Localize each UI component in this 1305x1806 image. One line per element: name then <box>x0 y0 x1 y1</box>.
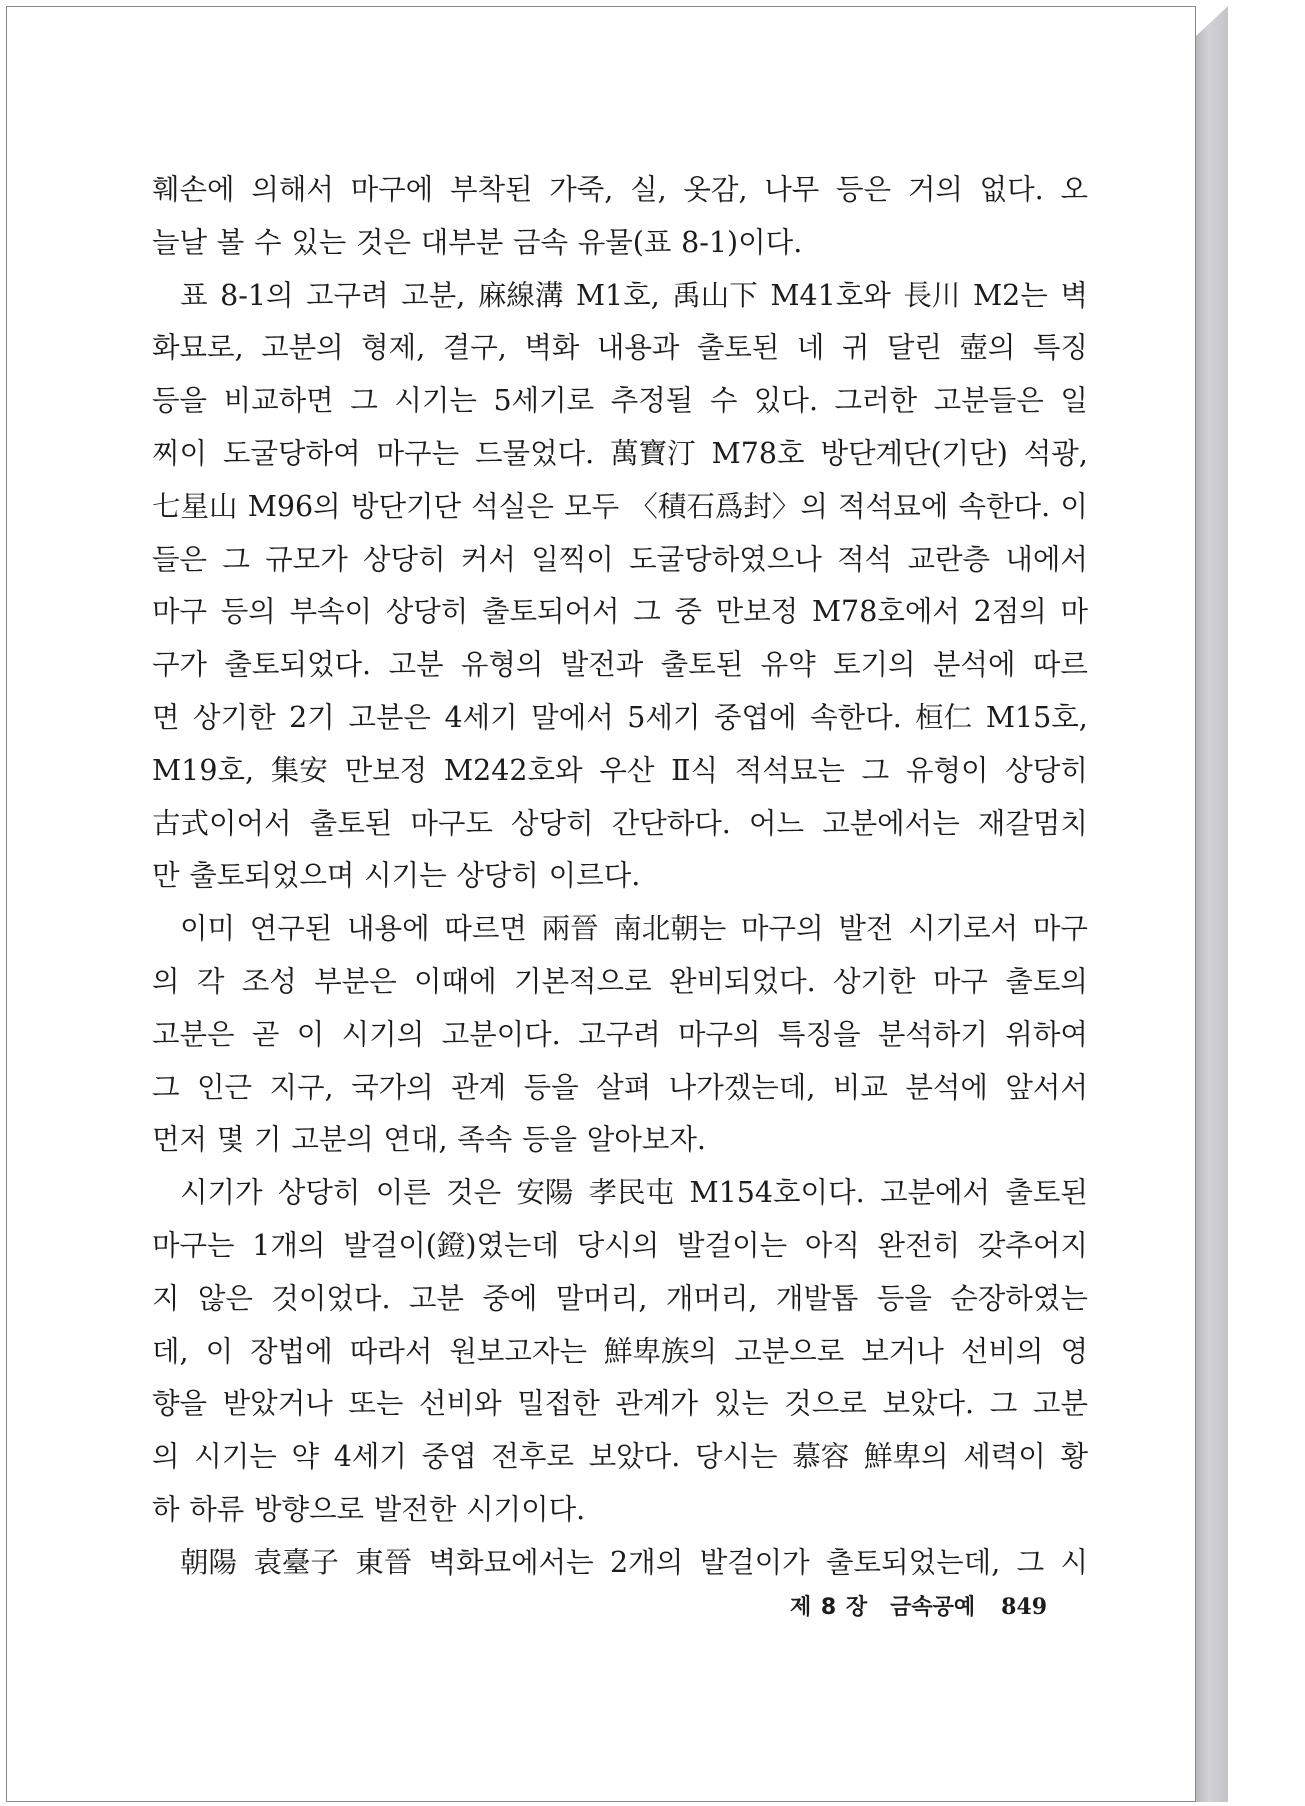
word: 등을 <box>522 1123 578 1157</box>
word: 壺의 <box>959 331 1016 365</box>
word: 당시의 <box>576 1228 660 1262</box>
word: 고분이다. <box>441 1017 561 1051</box>
word: 네 <box>796 331 825 365</box>
word: 적석묘는 <box>734 753 845 787</box>
word: 도굴당하여 <box>222 436 361 470</box>
word: 내용에 <box>347 912 430 946</box>
word: 중에 <box>482 1281 538 1315</box>
word: 표 <box>180 278 208 312</box>
word: 특징 <box>1032 331 1088 365</box>
word: 규모가 <box>265 542 348 576</box>
word: 순장하였는 <box>950 1281 1088 1315</box>
word: 시기의 <box>341 1017 425 1051</box>
word: 상당히 <box>1005 753 1088 787</box>
word: 비교하면 <box>223 384 334 418</box>
word: 위하여 <box>1005 1017 1088 1051</box>
word: 시 <box>1060 1545 1088 1579</box>
text-line <box>152 428 1088 481</box>
word: 귀 <box>841 331 870 365</box>
word: 이때에 <box>414 964 497 998</box>
word: M242호와 <box>443 753 583 787</box>
word: 밀접한 <box>517 1387 600 1421</box>
word: 만보정 <box>344 753 428 787</box>
word: 출토되었으며 <box>189 859 355 893</box>
word: 安陽 <box>516 1176 574 1210</box>
text-line <box>152 903 1088 956</box>
word: 마구도 <box>410 806 493 840</box>
word: 보았다. <box>588 1440 681 1474</box>
word: 각 <box>196 964 225 998</box>
word: 어느 <box>748 806 805 840</box>
word: 속한다. <box>810 700 902 734</box>
word: 조성 <box>241 964 297 998</box>
word: 커서 <box>460 542 516 576</box>
word: 袁臺子 <box>253 1545 339 1579</box>
word: 마구는 <box>152 1228 235 1262</box>
text-line <box>152 1431 1088 1484</box>
word: 방향으로 <box>253 1492 365 1526</box>
text-line <box>152 1378 1088 1431</box>
word: 것은 <box>355 225 411 259</box>
word: 선비와 <box>419 1387 502 1421</box>
text-line <box>152 798 1088 851</box>
word: 면 <box>152 700 180 734</box>
word: 적석묘에 <box>838 489 949 523</box>
word: 고분 <box>1032 1387 1088 1421</box>
text-line <box>152 745 1088 798</box>
word: 南北朝는 <box>613 912 727 946</box>
word: 교란층 <box>907 542 991 576</box>
word: 만보정 <box>715 595 799 629</box>
word: 이미 <box>180 912 236 946</box>
word: 마 <box>1060 595 1088 629</box>
word: 출토되어서 <box>481 595 620 629</box>
text-line <box>152 1009 1088 1062</box>
text-line <box>152 481 1088 534</box>
chapter-label: 제 8 장 <box>790 1595 869 1620</box>
word: 보았다. <box>882 1387 975 1421</box>
text-line <box>152 692 1088 745</box>
word: 있다. <box>753 384 819 418</box>
word: 朝陽 <box>180 1545 238 1579</box>
word: 시기는 <box>394 384 477 418</box>
text-line <box>152 534 1088 587</box>
text-line <box>152 1537 1088 1590</box>
word: M154호이다. <box>689 1176 865 1210</box>
word: M78호에서 <box>811 595 960 629</box>
word: 국가의 <box>351 1070 434 1104</box>
word: 그 <box>1016 1545 1045 1579</box>
word: 영 <box>1060 1334 1088 1368</box>
word: 데, <box>152 1334 189 1368</box>
word: 의 <box>152 964 180 998</box>
word: 분석에 <box>932 648 1016 682</box>
word: 이른 <box>375 1176 431 1210</box>
word: 알아보자. <box>586 1123 706 1157</box>
word: 마구 <box>1032 912 1088 946</box>
word: 발걸이가 <box>699 1545 810 1579</box>
word: 수 <box>709 384 738 418</box>
word: M41호와 <box>770 278 891 312</box>
word: 방단기단 <box>350 489 462 523</box>
word: 석실은 <box>471 489 554 523</box>
word: 아직 <box>804 1228 860 1262</box>
word: 들은 <box>152 542 208 576</box>
word: 古式이어서 <box>152 806 292 840</box>
word: 분석하기 <box>877 1017 988 1051</box>
word: 鮮卑의 <box>863 1440 949 1474</box>
word: 5세기로 <box>493 384 595 418</box>
word: 것이었다. <box>271 1281 391 1315</box>
word: 곧 <box>251 1017 280 1051</box>
word: 토기의 <box>832 648 916 682</box>
word: 시기는 <box>194 1440 277 1474</box>
text-line <box>152 375 1088 428</box>
word: 간단하다. <box>611 806 731 840</box>
word: M78호 <box>711 436 805 470</box>
word: 유형의 <box>460 648 544 682</box>
word: 七星山 <box>152 489 238 523</box>
word: 갖추어지 <box>977 1228 1088 1262</box>
word: 고분 <box>408 1281 464 1315</box>
word: 출토의 <box>1005 964 1088 998</box>
word: 鮮卑族의 <box>604 1334 718 1368</box>
chapter-title: 금속공예 <box>890 1595 976 1620</box>
word: 중엽에 <box>714 700 797 734</box>
text-line <box>152 164 1088 217</box>
word: 이 <box>205 1334 234 1368</box>
word: 등을 <box>876 1281 932 1315</box>
word: 등을 <box>152 384 208 418</box>
word: 고분은 <box>152 1017 235 1051</box>
word: 거의 <box>907 173 963 206</box>
word: 따르 <box>1032 648 1088 682</box>
word: 오 <box>1060 173 1088 206</box>
word: 먼저 <box>152 1123 208 1157</box>
word: 또는 <box>348 1387 404 1421</box>
word: 가죽, <box>549 173 614 206</box>
text-line <box>152 217 1088 270</box>
word: 향을 <box>152 1387 208 1421</box>
word: 발전한 <box>373 1492 457 1526</box>
word: 인근 <box>196 1070 253 1104</box>
word: 적석 <box>837 542 893 576</box>
word: 시기는 <box>364 859 447 893</box>
word: 고구려 <box>306 278 389 312</box>
word: 1개의 <box>252 1228 326 1262</box>
text-line <box>152 1062 1088 1115</box>
word: 훼손에 <box>152 173 235 206</box>
word: 벽화 <box>524 331 580 365</box>
word: 그 <box>152 1070 180 1104</box>
word: 4세기 <box>333 1440 407 1474</box>
word: 시기로서 <box>908 912 1019 946</box>
word: 고구려 <box>578 1017 661 1051</box>
word: 보거나 <box>861 1334 944 1368</box>
word: 禹山下 <box>672 278 758 312</box>
word: 상당히 <box>511 806 594 840</box>
word: 벽 <box>1060 278 1088 312</box>
word: 받았거나 <box>222 1387 333 1421</box>
word: 長川 <box>903 278 961 312</box>
word: 개발톱 <box>775 1281 859 1315</box>
word: 결구, <box>442 331 507 365</box>
word: 도굴당하였으나 <box>629 542 822 576</box>
word: 일 <box>1060 384 1088 418</box>
word: 8-1의 <box>220 278 294 312</box>
word: 관계가 <box>615 1387 698 1421</box>
word: 개머리, <box>665 1281 758 1315</box>
word: 나가겠는데, <box>668 1070 816 1104</box>
word: 일찍이 <box>531 542 614 576</box>
text-line <box>152 1114 1088 1167</box>
word: 고분에서 <box>879 1176 991 1210</box>
word: 살펴 <box>596 1070 652 1104</box>
word: 발전과 <box>560 648 644 682</box>
body-text <box>152 164 1088 1590</box>
word: 관계 <box>451 1070 507 1104</box>
word: 출토된 <box>1005 1176 1088 1210</box>
word: 앞서서 <box>1005 1070 1088 1104</box>
word: Ⅱ식 <box>671 753 719 787</box>
word: 중 <box>674 595 702 629</box>
word: 지 <box>152 1281 180 1315</box>
word: 마구 <box>152 595 208 629</box>
word: 하 <box>152 1492 180 1526</box>
word: 8-1)이다. <box>681 225 803 259</box>
page-number: 849 <box>1001 1594 1048 1620</box>
word: 족속 <box>457 1123 513 1157</box>
word: M1호, <box>575 278 660 312</box>
word: 그 <box>222 542 250 576</box>
word: 재갈멈치 <box>977 806 1088 840</box>
word: 그 <box>861 753 890 787</box>
word: 벽화묘에서는 <box>428 1545 594 1579</box>
word: 부분은 <box>314 964 397 998</box>
word: 출토되었다. <box>224 648 372 682</box>
word: 麻線溝 <box>477 278 564 312</box>
word: 없다. <box>979 173 1044 206</box>
word: 마구의 <box>741 912 824 946</box>
word: 찌이 <box>152 436 208 470</box>
word: 나무 <box>764 173 820 206</box>
word: 몇 <box>216 1123 245 1157</box>
word: 따르면 <box>444 912 527 946</box>
word: 부착된 <box>449 173 533 206</box>
word: 말에서 <box>531 700 614 734</box>
text-line <box>152 956 1088 1009</box>
word: 있는 <box>291 225 347 259</box>
word: 대부분 <box>420 225 504 259</box>
word: 상당히 <box>456 859 539 893</box>
word: 이 <box>296 1017 325 1051</box>
word: 구가 <box>152 648 208 682</box>
word: 않은 <box>197 1281 253 1315</box>
text-line <box>152 639 1088 692</box>
word: 연대, <box>383 1123 448 1157</box>
word: 유형이 <box>905 753 989 787</box>
word: 속한다. <box>958 489 1051 523</box>
word: 실, <box>630 173 667 206</box>
word: 내용과 <box>596 331 680 365</box>
word: 등을 <box>523 1070 579 1104</box>
word: 이 <box>1060 489 1088 523</box>
word: 등의 <box>220 595 276 629</box>
word: 東晉 <box>355 1545 413 1579</box>
text-line <box>152 270 1088 323</box>
page-edge <box>1196 6 1228 1802</box>
word: 형제, <box>361 331 426 365</box>
word: 유물(표 <box>577 225 672 259</box>
text-line <box>152 586 1088 639</box>
word: 특징을 <box>777 1017 861 1051</box>
word: 것은 <box>446 1176 502 1210</box>
word: 상기한 <box>832 964 916 998</box>
word: 그러한 <box>834 384 918 418</box>
word: 내에서 <box>1005 542 1088 576</box>
word: 의해서 <box>251 173 334 206</box>
word: 완비되었다. <box>668 964 816 998</box>
text-line <box>152 1273 1088 1326</box>
word: 출토된 <box>660 648 744 682</box>
word: 화묘로, <box>152 331 244 365</box>
word: 말머리, <box>555 1281 648 1315</box>
word: 시기가 <box>180 1176 263 1210</box>
word: 4세기 <box>444 700 518 734</box>
word: 고분, <box>401 278 466 312</box>
word: 고분의 <box>261 331 344 365</box>
word: 孝民屯 <box>588 1176 675 1210</box>
word: 고분의 <box>291 1123 374 1157</box>
word: 兩晉 <box>541 912 599 946</box>
word: 것으로 <box>784 1387 867 1421</box>
word: 우산 <box>599 753 655 787</box>
word: 출토되었는데, <box>826 1545 1001 1579</box>
word: 석광, <box>1023 436 1088 470</box>
word: 연구된 <box>249 912 333 946</box>
page-edge-corner <box>1196 6 1228 36</box>
word: 기본적으로 <box>513 964 652 998</box>
word: 기 <box>253 1123 282 1157</box>
word: 모두 <box>564 489 620 523</box>
text-line <box>152 1326 1088 1379</box>
word: 마구 <box>932 964 988 998</box>
word: 2기 <box>289 700 335 734</box>
word: 볼 <box>216 225 245 259</box>
text-line <box>152 1484 1088 1537</box>
word: 상기한 <box>193 700 276 734</box>
word: 황 <box>1060 1440 1088 1474</box>
word: 시기이다. <box>466 1492 586 1526</box>
word: 5세기 <box>627 700 701 734</box>
word: 桓仁 <box>915 700 973 734</box>
word: 세력이 <box>963 1440 1046 1474</box>
word: 그 <box>633 595 661 629</box>
word: 옷감, <box>683 173 748 206</box>
word: 추정될 <box>610 384 694 418</box>
word: 방단계단(기단) <box>820 436 1008 470</box>
word: 고분에서는 <box>822 806 960 840</box>
word: 원보고자는 <box>449 1334 588 1368</box>
word: 따라서 <box>349 1334 433 1368</box>
word: M15호, <box>985 700 1088 734</box>
word: 약 <box>291 1440 320 1474</box>
word: 2개의 <box>610 1545 684 1579</box>
word: 고분 <box>388 648 444 682</box>
word: 분석에 <box>905 1070 988 1104</box>
word: 금속 <box>512 225 569 259</box>
page-footer <box>790 1590 1090 1621</box>
word: 발전 <box>838 912 894 946</box>
word: 그 <box>350 384 378 418</box>
word: 등은 <box>836 173 892 206</box>
word: 장법에 <box>250 1334 333 1368</box>
word: 集安 <box>270 753 328 787</box>
word: 늘날 <box>152 225 208 259</box>
word: 만 <box>152 859 180 893</box>
word: 출토된 <box>309 806 393 840</box>
word: 발걸이(鐙)였는데 <box>343 1228 560 1262</box>
word: 상당히 <box>363 542 446 576</box>
word: M19호, <box>152 753 255 787</box>
word: 慕容 <box>792 1440 850 1474</box>
word: 선비의 <box>960 1334 1044 1368</box>
word: 지구, <box>269 1070 334 1104</box>
text-line <box>152 322 1088 375</box>
word: 출토된 <box>696 331 780 365</box>
word: 발걸이는 <box>677 1228 788 1262</box>
word: 유약 <box>760 648 816 682</box>
word: 하류 <box>189 1492 245 1526</box>
word: 萬寶汀 <box>610 436 696 470</box>
word: 2점의 <box>973 595 1047 629</box>
word: 고분들은 <box>933 384 1044 418</box>
word: 고분은 <box>348 700 431 734</box>
word: 완전히 <box>877 1228 961 1262</box>
word: 중엽 <box>421 1440 477 1474</box>
word: 전후로 <box>491 1440 574 1474</box>
text-line <box>152 1167 1088 1220</box>
word: 비교 <box>832 1070 888 1104</box>
word: 달린 <box>886 331 942 365</box>
text-line <box>152 1220 1088 1273</box>
word: 수 <box>253 225 282 259</box>
word: 상당히 <box>277 1176 361 1210</box>
word: 있는 <box>713 1387 769 1421</box>
word: 부속이 <box>289 595 373 629</box>
word: 의 <box>152 1440 180 1474</box>
text-line <box>152 850 1088 903</box>
word: 상당히 <box>385 595 469 629</box>
word: 〈積石爲封〉의 <box>629 489 828 523</box>
word: 드물었다. <box>475 436 595 470</box>
word: M2는 <box>972 278 1048 312</box>
word: 이르다. <box>548 859 641 893</box>
word: 마구의 <box>678 1017 761 1051</box>
word: 마구는 <box>376 436 460 470</box>
word: 그 <box>989 1387 1018 1421</box>
word: 고분으로 <box>734 1334 845 1368</box>
word: 마구에 <box>350 173 434 206</box>
word: M96의 <box>247 489 341 523</box>
word: 당시는 <box>694 1440 778 1474</box>
